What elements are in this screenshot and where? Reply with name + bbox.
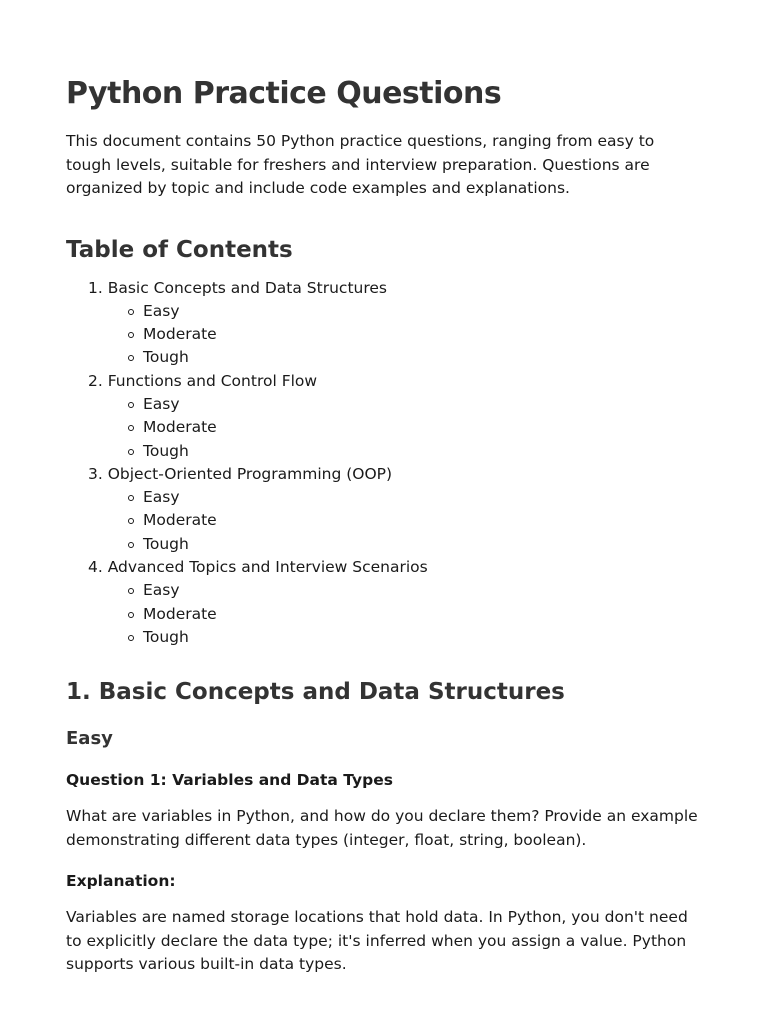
toc-item[interactable] [88, 463, 702, 556]
circle-bullet-icon [128, 449, 134, 455]
toc-subitem-label[interactable]: Moderate [143, 604, 217, 623]
toc-subitem[interactable] [128, 323, 702, 346]
toc-subitem[interactable] [128, 300, 702, 323]
toc-subitem-label[interactable]: Tough [143, 441, 189, 460]
toc-subitem-label[interactable]: Easy [143, 581, 180, 600]
toc-item-label[interactable]: 1. Basic Concepts and Data Structures [88, 278, 387, 297]
toc-subitem-label[interactable]: Tough [143, 348, 189, 367]
toc-item[interactable] [88, 370, 702, 463]
circle-bullet-icon [128, 425, 134, 431]
circle-bullet-icon [128, 495, 134, 501]
page-title: Python Practice Questions [66, 76, 502, 111]
toc-subitem-label[interactable]: Moderate [143, 325, 217, 344]
circle-bullet-icon [128, 332, 134, 338]
circle-bullet-icon [128, 612, 134, 618]
table-of-contents [66, 277, 702, 650]
toc-subitem[interactable] [128, 533, 702, 556]
toc-subitem[interactable] [128, 626, 702, 649]
toc-item-label[interactable]: 3. Object-Oriented Programming (OOP) [88, 464, 393, 483]
toc-subitem-label[interactable]: Moderate [143, 511, 217, 530]
circle-bullet-icon [128, 588, 134, 594]
explanation-text: Variables are named storage locations that hold data. In Python, you don't need to explicitly declare the data type; it's inferred when you assign a value. Python supports various built-in data types. [66, 908, 688, 974]
toc-subitem[interactable] [128, 486, 702, 509]
toc-subitem-label[interactable]: Easy [143, 301, 180, 320]
toc-subitem[interactable] [128, 440, 702, 463]
toc-subitem[interactable] [128, 393, 702, 416]
circle-bullet-icon [128, 309, 134, 315]
toc-heading: Table of Contents [66, 236, 293, 263]
circle-bullet-icon [128, 355, 134, 361]
toc-subitem-label[interactable]: Tough [143, 534, 189, 553]
toc-item[interactable] [88, 277, 702, 370]
toc-sublist [88, 486, 702, 556]
toc-subitem[interactable] [128, 509, 702, 532]
toc-subitem[interactable] [128, 603, 702, 626]
circle-bullet-icon [128, 542, 134, 548]
difficulty-heading: Easy [66, 728, 113, 750]
toc-sublist [88, 579, 702, 649]
circle-bullet-icon [128, 402, 134, 408]
circle-bullet-icon [128, 635, 134, 641]
toc-item-label[interactable]: 2. Functions and Control Flow [88, 371, 318, 390]
toc-subitem-label[interactable]: Moderate [143, 418, 217, 437]
toc-subitem[interactable] [128, 579, 702, 602]
toc-sublist [88, 393, 702, 463]
explanation-label: Explanation: [66, 872, 176, 891]
toc-subitem-label[interactable]: Easy [143, 394, 180, 413]
question-title: Question 1: Variables and Data Types [66, 771, 393, 790]
toc-subitem[interactable] [128, 346, 702, 369]
toc-sublist [88, 300, 702, 370]
section-heading: 1. Basic Concepts and Data Structures [66, 679, 565, 706]
toc-item-label[interactable]: 4. Advanced Topics and Interview Scenarios [88, 558, 428, 577]
toc-item[interactable] [88, 556, 702, 649]
circle-bullet-icon [128, 518, 134, 524]
toc-subitem-label[interactable]: Easy [143, 488, 180, 507]
question-text: What are variables in Python, and how do you declare them? Provide an example demonstrating different data types (integer, float, string, boolean). [66, 807, 698, 849]
intro-paragraph: This document contains 50 Python practice questions, ranging from easy to tough levels, suitable for freshers and interview preparation. Questions are organized by topic and include code examples and explanations. [66, 132, 655, 197]
toc-subitem-label[interactable]: Tough [143, 627, 189, 646]
toc-subitem[interactable] [128, 416, 702, 439]
